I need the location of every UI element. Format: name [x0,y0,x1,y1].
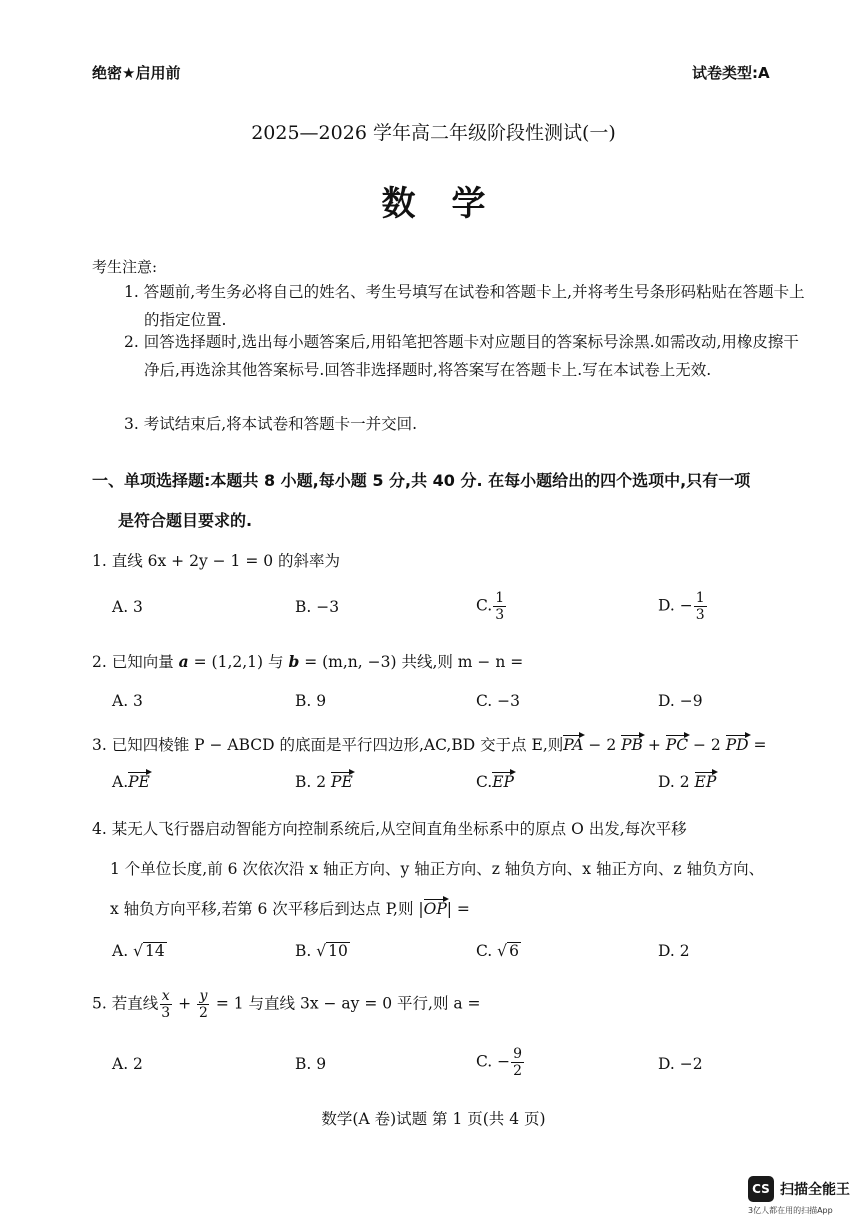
q3-b-vector: PE [331,773,353,791]
subject-title: 数学 [381,184,522,224]
q1-option-c-fraction [493,590,506,623]
q5-f1-denominator: 3 [161,1005,171,1021]
q4-option-b [295,942,350,960]
q3-option-b [295,772,353,791]
sqrt-symbol: √ [133,942,143,960]
q4-a-prefix: A. [112,942,134,960]
q4-line3-pre: x 轴负方向平移,若第 6 次平移后到达点 P,则 | [110,900,424,918]
q5-c-numerator: 9 [513,1046,523,1062]
q4-b-radicand: 10 [328,942,348,960]
q1-option-d-fraction [694,590,707,623]
q5-option-b: B. 9 [295,1055,327,1073]
question-4-line2: 1 个单位长度,前 6 次依次沿 x 轴正方向、y 轴正方向、z 轴负方向、x 轴正方向、z 轴负方向、 [110,860,765,878]
sqrt-symbol: √ [316,942,327,960]
q3-stem-op2: + [642,736,666,754]
q1-option-c [476,590,507,623]
q3-vector-pc: PC [665,736,689,754]
q4-option-d: D. 2 [658,942,690,960]
q3-option-a [112,772,150,791]
camscanner-logo-icon: CS [748,1176,774,1202]
q5-f1-numerator: x [161,988,170,1004]
q4-vector-op: OP [423,900,447,918]
q2-option-c: C. −3 [476,692,521,710]
q4-option-a [112,942,167,960]
q1-option-b: B. −3 [295,598,340,616]
q1-option-d [658,590,708,623]
q3-vector-pd: PD [725,736,749,754]
q4-b-prefix: B. [295,942,317,960]
q3-stem-op4: = [748,736,767,754]
q4-line3-post: | = [446,900,470,918]
q4-c-prefix: C. [476,942,498,960]
paper-type-label: 试卷类型:A [692,64,770,82]
q3-vector-pb: PB [621,736,643,754]
q2-stem-mid2: = (m,n, −3) 共线,则 m − n = [299,653,524,671]
q5-option-a: A. 2 [112,1055,143,1073]
page-footer: 数学(A 卷)试题 第 1 页(共 4 页) [321,1110,546,1128]
q5-stem-post: = 1 与直线 3x − ay = 0 平行,则 a = [210,994,481,1013]
question-4-line1: 4. 某无人飞行器启动智能方向控制系统后,从空间直角坐标系中的原点 O 出发,每次平移 [92,820,687,838]
q5-c-denominator: 2 [513,1063,523,1079]
q3-option-d [658,772,716,791]
q3-c-prefix: C. [476,773,493,791]
q5-stem-pre: 5. 若直线 [92,994,159,1013]
q2-option-b: B. 9 [295,692,327,710]
q3-d-vector: EP [694,773,717,791]
q3-stem-op1: − 2 [583,736,622,754]
watermark-tagline: 3亿人都在用的扫描App [748,1206,833,1215]
q3-option-c [476,772,514,791]
q5-f2-denominator: 2 [198,1005,208,1021]
exam-title: 2025—2026 学年高二年级阶段性测试(一) [251,122,616,144]
q3-c-vector: EP [492,773,514,791]
q5-c-prefix: C. − [476,1052,511,1071]
q2-option-d: D. −9 [658,692,703,710]
section-heading-line1: 一、单项选择题:本题共 8 小题,每小题 5 分,共 40 分. 在每小题给出的四个选项中,只有一项 [92,471,751,490]
sqrt-symbol: √ [497,942,508,960]
q4-c-radicand: 6 [509,942,519,960]
q2-vector-a: a [178,652,189,671]
q2-vector-b: b [288,652,300,671]
note-item-1: 1. 答题前,考生务必将自己的姓名、考生号填写在试卷和答题卡上,并将考生号条形码粘贴在答题卡上的指定位置. [124,283,805,329]
q3-b-prefix: B. 2 [295,773,332,791]
q3-vector-pa: PA [563,736,584,754]
q5-plus: + [173,994,196,1013]
q5-option-c [476,1046,525,1079]
q2-option-a: A. 3 [112,692,143,710]
question-4-line3 [110,897,470,919]
q5-fraction-2 [197,988,210,1021]
q3-d-prefix: D. 2 [658,773,695,791]
q5-f2-numerator: y [199,988,208,1004]
q5-c-fraction [511,1046,524,1079]
confidential-label: 绝密★启用前 [92,64,181,82]
question-5-stem [92,988,481,1021]
q5-option-d: D. −2 [658,1055,703,1073]
q2-stem-mid1: = (1,2,1) 与 [188,653,289,671]
question-1-stem: 1. 直线 6x + 2y − 1 = 0 的斜率为 [92,552,341,570]
q1-d-numerator: 1 [695,590,705,606]
q3-a-prefix: A. [112,773,129,791]
q1-option-a: A. 3 [112,598,143,616]
q5-fraction-1 [159,988,172,1021]
note-item-3: 3. 考试结束后,将本试卷和答题卡一并交回. [124,415,418,433]
question-3-stem [92,733,767,755]
q2-stem-pre: 2. 已知向量 [92,653,179,671]
q1-c-numerator: 1 [495,590,505,606]
watermark-app-name: 扫描全能王 [780,1182,850,1198]
q3-stem-pre: 3. 已知四棱锥 P − ABCD 的底面是平行四边形,AC,BD 交于点 E,则 [92,736,564,754]
q1-c-denominator: 3 [495,607,505,623]
note-item-2: 2. 回答选择题时,选出每小题答案后,用铅笔把答题卡对应题目的答案标号涂黑.如需改动,用橡皮擦干净后,再选涂其他答案标号.回答非选择题时,将答案写在答题卡上.写在本试卷上无效. [124,333,799,379]
q1-d-denominator: 3 [695,607,705,623]
q1-option-d-prefix: D. − [658,596,693,615]
scanner-watermark [748,1176,850,1202]
q3-stem-op3: − 2 [688,736,726,754]
q4-a-radicand: 14 [144,942,165,960]
notes-heading: 考生注意: [92,258,158,276]
question-2-stem [92,650,523,672]
q3-a-vector: PE [128,773,150,791]
q4-option-c [476,942,521,960]
q1-option-c-prefix: C. [476,596,493,615]
section-heading-line2: 是符合题目要求的. [118,511,253,530]
